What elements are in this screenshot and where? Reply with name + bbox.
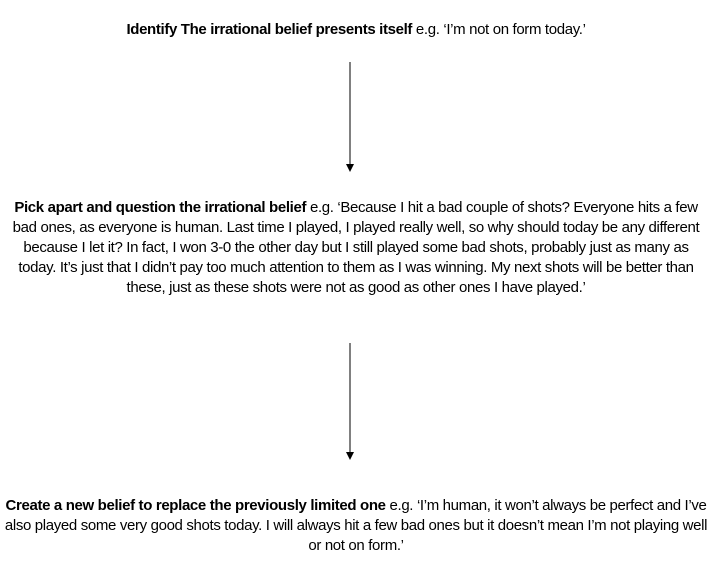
step-heading: Create a new belief to replace the previously limited one xyxy=(5,497,386,514)
step-replace xyxy=(4,496,708,556)
step-text: e.g. ‘I’m not on form today.’ xyxy=(412,21,586,38)
step-question xyxy=(4,198,708,298)
step-text: e.g. ‘I’m human, it won’t always be perfect and I’ve also played some very good shots today. I will always hit a few bad ones but it doesn’t mean I’m not playing well or not on form.’ xyxy=(4,497,708,554)
step-heading: Identify The irrational belief presents itself xyxy=(126,21,413,38)
arrow-2 xyxy=(346,343,354,460)
step-text: e.g. ‘Because I hit a bad couple of shots? Everyone hits a few bad ones, as everyone is human. Last time I played, I played really well, so why should today be any different because I let it? In fact, I won 3-0 the other day but I still played some bad shots, probably just as many as today. It’s just that I didn’t pay too much attention to them as I was winning. My next shots will be better than these, just as these shots were not as good as other ones I have played.’ xyxy=(12,199,700,296)
step-heading: Pick apart and question the irrational belief xyxy=(14,199,307,216)
arrow-1 xyxy=(346,62,354,172)
